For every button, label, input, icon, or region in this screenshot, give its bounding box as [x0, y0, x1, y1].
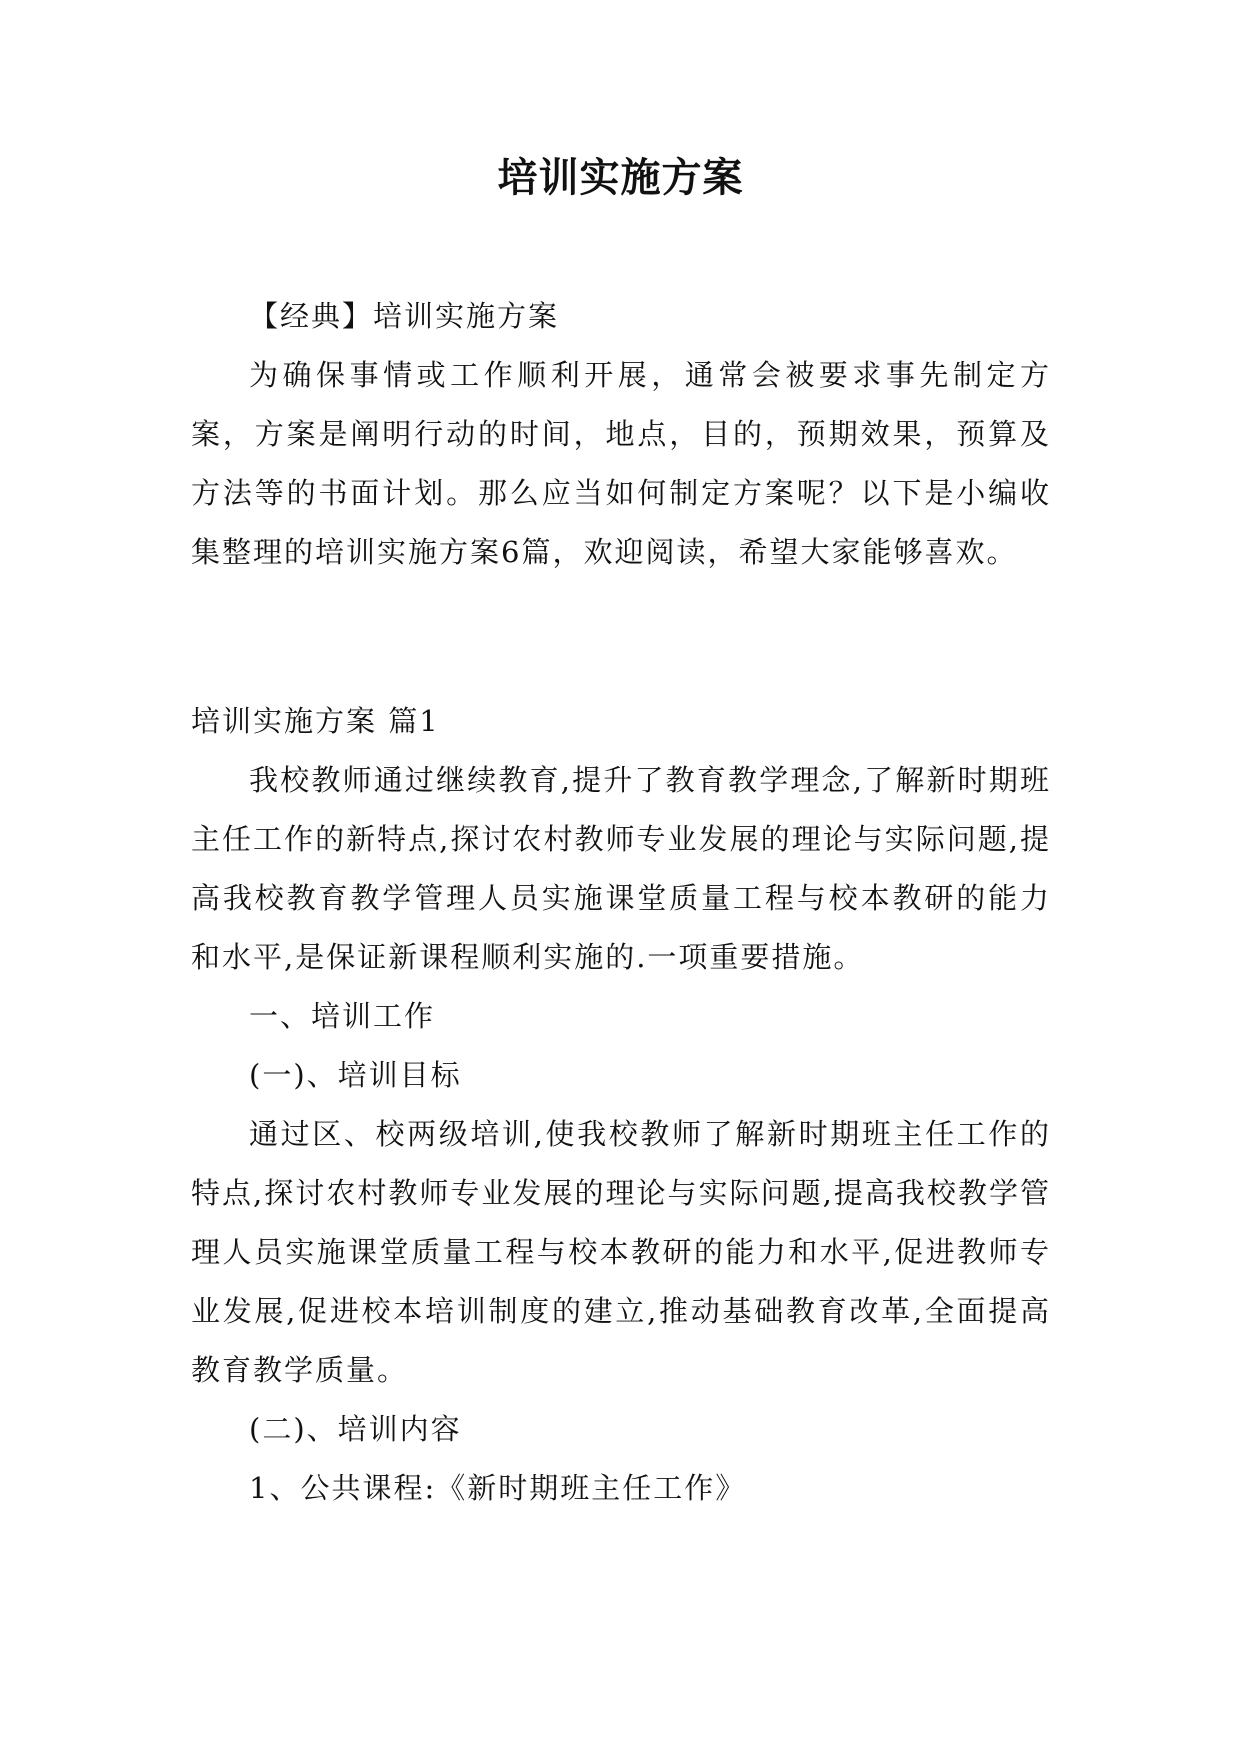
intro-label: 【经典】培训实施方案	[249, 299, 560, 333]
subheading-training-goals: (一)、培训目标	[249, 1058, 462, 1092]
subheading-training-content: (二)、培训内容	[249, 1412, 462, 1446]
intro-paragraph: 为确保事情或工作顺利开展，通常会被要求事先制定方案，方案是阐明行动的时间，地点，目的，预期效果，预算及方法等的书面计划。那么应当如何制定方案呢？以下是小编收集整理的培训实施方案6篇，欢迎阅读，希望大家能够喜欢。	[191, 358, 1051, 569]
section-heading: 培训实施方案 篇1	[191, 704, 440, 738]
section-paragraph-1: 我校教师通过继续教育,提升了教育教学理念,了解新时期班主任工作的新特点,探讨农村教师专业发展的理论与实际问题,提高我校教育教学管理人员实施课堂质量工程与校本教研的能力和水平,是保证新课程顺利实施的.一项重要措施。	[191, 763, 1051, 974]
document-title: 培训实施方案	[497, 154, 744, 201]
section-1	[191, 692, 1051, 1518]
section-paragraph-2: 通过区、校两级培训,使我校教师了解新时期班主任工作的特点,探讨农村教师专业发展的理论与实际问题,提高我校教学管理人员实施课堂质量工程与校本教研的能力和水平,促进教师专业发展,促进校本培训制度的建立,推动基础教育改革,全面提高教育教学质量。	[191, 1117, 1051, 1387]
subheading-training-work: 一、培训工作	[249, 999, 436, 1033]
intro-block	[191, 287, 1051, 582]
list-item-public-course: 1、公共课程:《新时期班主任工作》	[249, 1471, 747, 1505]
